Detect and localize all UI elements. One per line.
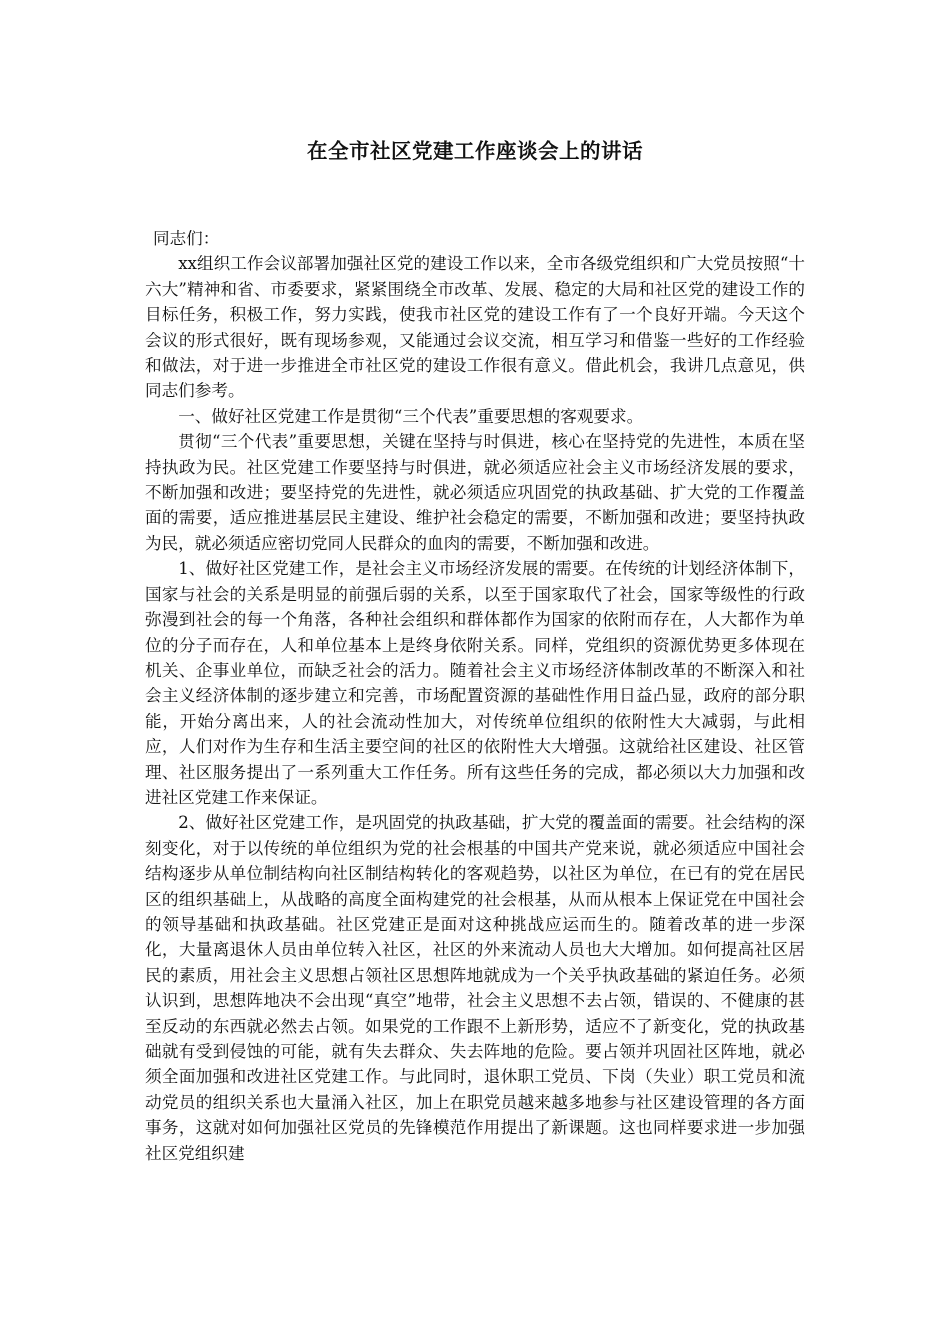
- document-title: 在全市社区党建工作座谈会上的讲话: [307, 139, 643, 163]
- section-heading-1: 一、做好社区党建工作是贯彻“三个代表”重要思想的客观要求。: [178, 406, 644, 426]
- paragraph-point-1: 1、做好社区党建工作，是社会主义市场经济发展的需要。在传统的计划经济体制下，国家与社会的关系是明显的前强后弱的关系，以至于国家取代了社会，国家等级性的行政弥漫到社会的每一个角落，各种社会组织和群体都作为国家的依附而存在，人大都作为单位的分子而存在，人和单位基本上是终身依附关系。同样，党组织的资源优势更多体现在机关、企事业单位，而缺乏社会的活力。随着社会主义市场经济体制改革的不断深入和社会主义经济体制的逐步建立和完善，市场配置资源的基础性作用日益凸显，政府的部分职能，开始分离出来，人的社会流动性加大，对传统单位组织的依附性大大减弱，与此相应，人们对作为生存和生活主要空间的社区的依附性大大增强。这就给社区建设、社区管理、社区服务提出了一系列重大工作任务。所有这些任务的完成，都必须以大力加强和改进社区党建工作来保证。: [145, 559, 805, 807]
- document-body: [145, 226, 805, 1166]
- paragraph-opening: xx组织工作会议部署加强社区党的建设工作以来，全市各级党组织和广大党员按照“十六大”精神和省、市委要求，紧紧围绕全市改革、发展、稳定的大局和社区党的建设工作的目标任务，积极工作，努力实践，使我市社区党的建设工作有了一个良好开端。今天这个会议的形式很好，既有现场参观，又能通过会议交流，相互学习和借鉴一些好的工作经验和做法，对于进一步推进全市社区党的建设工作很有意义。借此机会，我讲几点意见，供同志们参考。: [145, 254, 805, 401]
- paragraph-point-2: 2、做好社区党建工作，是巩固党的执政基础，扩大党的覆盖面的需要。社会结构的深刻变化，对于以传统的单位组织为党的社会根基的中国共产党来说，就必须适应中国社会结构逐步从单位制结构向社区制结构转化的客观趋势，以社区为单位，在已有的党在居民区的组织基础上，从战略的高度全面构建党的社会根基，从而从根本上保证党在中国社会的领导基础和执政基础。社区党建正是面对这种挑战应运而生的。随着改革的进一步深化，大量离退休人员由单位转入社区，社区的外来流动人员也大大增加。如何提高社区居民的素质，用社会主义思想占领社区思想阵地就成为一个关乎执政基础的紧迫任务。必须认识到，思想阵地决不会出现“真空”地带，社会主义思想不去占领，错误的、不健康的甚至反动的东西就必然去占领。如果党的工作跟不上新形势，适应不了新变化，党的执政基础就有受到侵蚀的可能，就有失去群众、失去阵地的危险。要占领并巩固社区阵地，就必须全面加强和改进社区党建工作。与此同时，退休职工党员、下岗（失业）职工党员和流动党员的组织关系也大量涌入社区，加上在职党员越来越多地参与社区建设管理的各方面事务，这就对如何加强社区党员的先锋模范作用提出了新课题。这也同样要求进一步加强社区党组织建: [145, 813, 805, 1163]
- salutation: 同志们：: [153, 229, 220, 248]
- paragraph-three-represents: 贯彻“三个代表”重要思想，关键在坚持与时俱进，核心在坚持党的先进性，本质在坚持执政为民。社区党建工作要坚持与时俱进，就必须适应社会主义市场经济发展的要求，不断加强和改进；要坚持党的先进性，就必须适应巩固党的执政基础、扩大党的工作覆盖面的需要，适应推进基层民主建设、维护社会稳定的需要，不断加强和改进；要坚持执政为民，就必须适应密切党同人民群众的血肉的需要，不断加强和改进。: [145, 432, 805, 553]
